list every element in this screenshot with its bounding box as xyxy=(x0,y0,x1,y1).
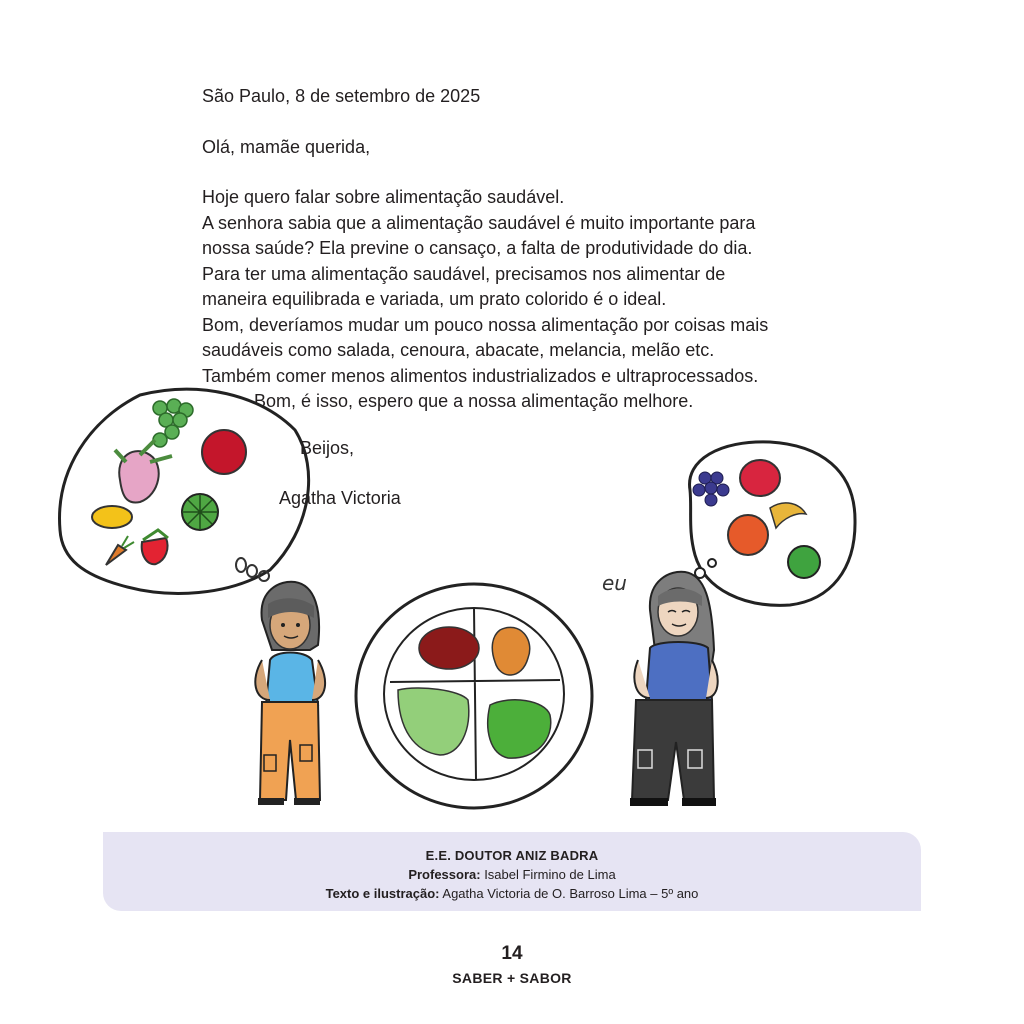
school-name: E.E. DOUTOR ANIZ BADRA xyxy=(425,848,599,863)
letter-line: A senhora sabia que a alimentação saudável é muito importante para xyxy=(202,212,756,233)
letter-line: Também comer menos alimentos industrializados e ultraprocessados. xyxy=(202,365,759,386)
letter-final-line: Bom, é isso, espero que a nossa alimentação melhore. xyxy=(254,391,694,411)
teacher-label: Professora: xyxy=(408,867,481,882)
letter-line: maneira equilibrada e variada, um prato colorido é o ideal. xyxy=(202,289,667,309)
pomegranate-icon xyxy=(202,430,246,474)
letter-closing: Beijos, xyxy=(300,438,355,458)
book-title: SABER + SABOR xyxy=(452,970,572,986)
page-number: 14 xyxy=(501,943,523,964)
letter-greeting: Olá, mamãe querida, xyxy=(202,136,371,157)
left-girl-figure xyxy=(255,582,325,805)
healthy-plate-icon xyxy=(356,584,592,808)
letter-line: saudáveis como salada, cenoura, abacate, melancia, melão etc. xyxy=(202,340,715,360)
lime-icon xyxy=(182,494,218,530)
letter-line: Hoje quero falar sobre alimentação saudável. xyxy=(202,187,565,207)
child-drawing-illustration xyxy=(40,380,900,820)
lime-icon xyxy=(788,546,820,578)
letter-line: Bom, deveríamos mudar um pouco nossa alimentação por coisas mais xyxy=(202,314,769,335)
letter-text xyxy=(202,84,842,415)
left-thought-bubble xyxy=(60,389,309,593)
apple-icon xyxy=(740,460,780,496)
author-name: Agatha Victoria de O. Barroso Lima – 5º ano xyxy=(442,886,699,901)
right-girl-figure xyxy=(630,572,718,806)
handwritten-label: eu xyxy=(602,571,627,595)
author-label: Texto e ilustração: xyxy=(325,886,440,901)
teacher-name: Isabel Firmino de Lima xyxy=(484,867,616,882)
letter-date: São Paulo, 8 de setembro de 2025 xyxy=(202,86,481,106)
letter-line: Para ter uma alimentação saudável, precisamos nos alimentar de xyxy=(202,263,726,284)
right-thought-bubble xyxy=(690,442,856,605)
credits-panel xyxy=(103,832,921,911)
lemon-icon xyxy=(92,506,132,528)
author-credit xyxy=(103,884,921,903)
letter-signature: Agatha Victoria xyxy=(279,488,401,508)
teacher-credit xyxy=(103,865,921,884)
letter-line: nossa saúde? Ela previne o cansaço, a falta de produtividade do dia. xyxy=(202,238,753,258)
orange-icon xyxy=(728,515,768,555)
